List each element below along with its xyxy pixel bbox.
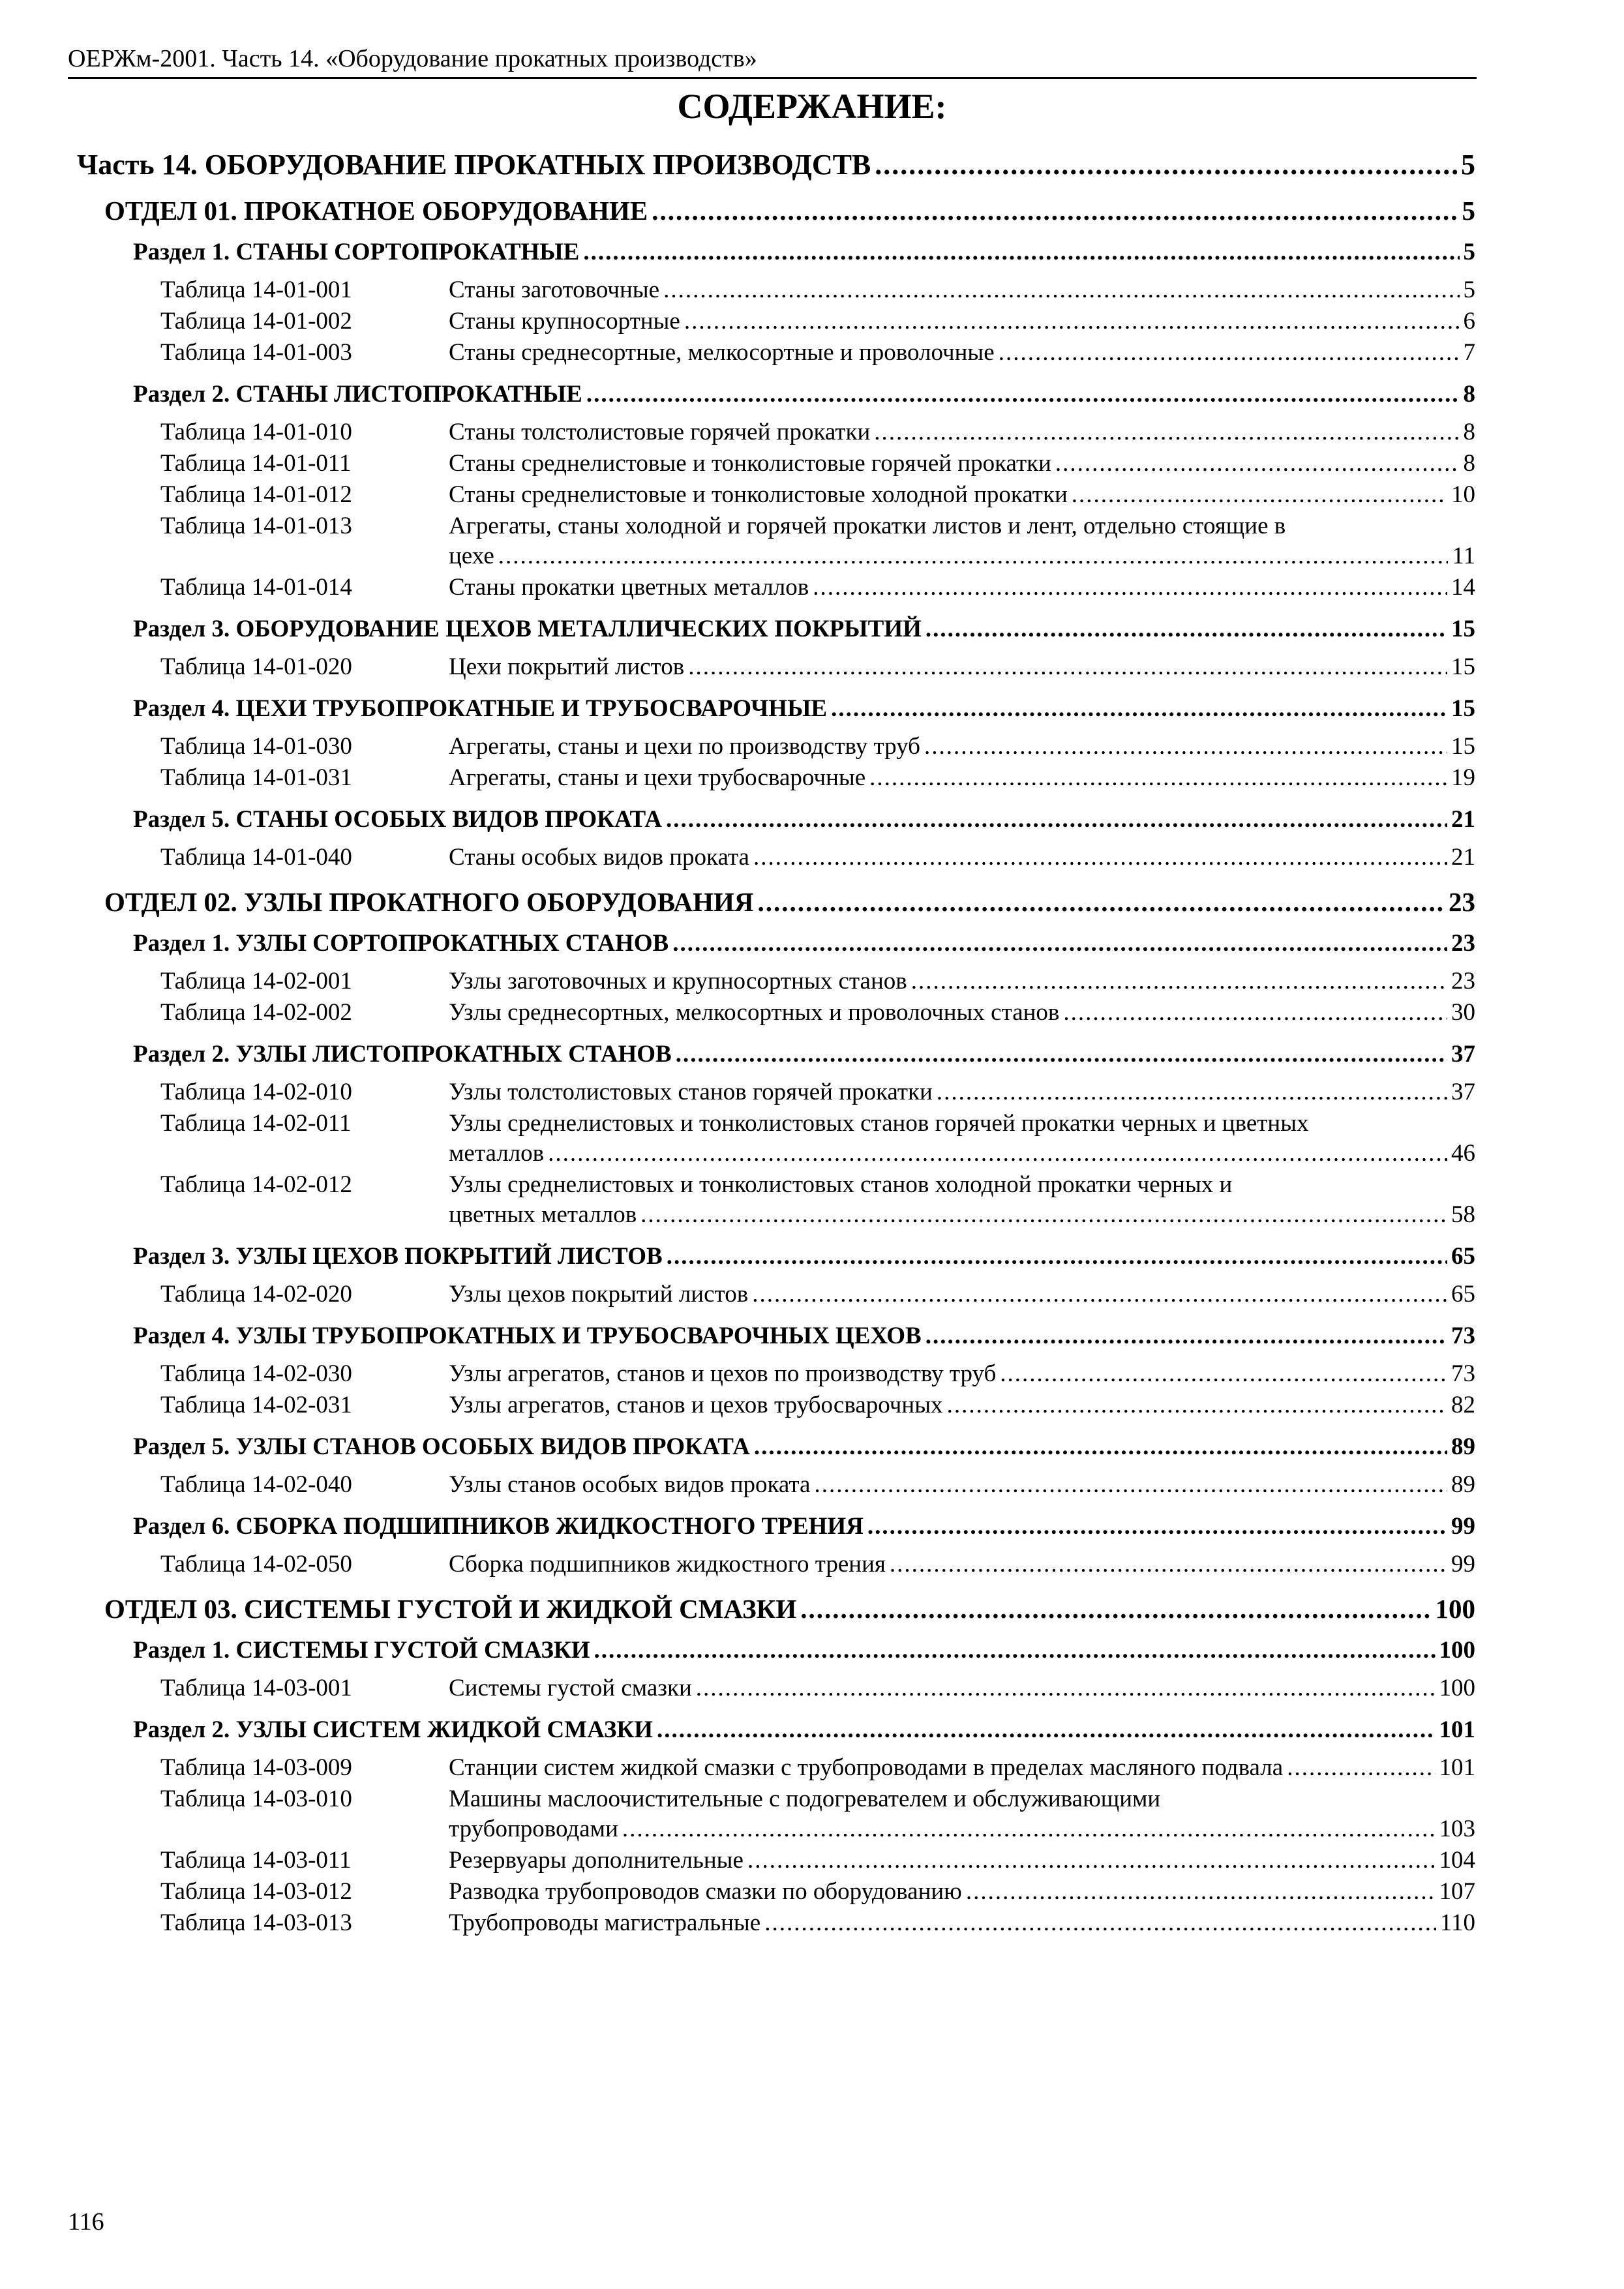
toc-entry-page: 6 bbox=[1463, 308, 1475, 335]
toc-entry-title: Раздел 4. УЗЛЫ ТРУБОПРОКАТНЫХ И ТРУБОСВАРОЧНЫХ ЦЕХОВ bbox=[133, 1323, 922, 1349]
dot-leader bbox=[752, 1279, 1447, 1309]
toc-entry-continuation[interactable] bbox=[449, 541, 1475, 571]
toc-entry-title: Раздел 3. ОБОРУДОВАНИЕ ЦЕХОВ МЕТАЛЛИЧЕСКИХ ПОКРЫТИЙ bbox=[133, 616, 922, 642]
dot-leader bbox=[696, 1673, 1436, 1703]
toc-entry-page: 100 bbox=[1439, 1675, 1475, 1701]
toc-entry-page: 103 bbox=[1439, 1816, 1475, 1842]
toc-entry-title: Узлы цехов покрытий листов bbox=[449, 1281, 749, 1308]
toc-entry-title: металлов bbox=[449, 1140, 545, 1167]
table-code: Таблица 14-02-040 bbox=[160, 1471, 352, 1498]
table-code: Таблица 14-01-002 bbox=[160, 308, 352, 335]
toc-entry-line[interactable] bbox=[449, 307, 1475, 337]
toc-razdel-entry[interactable] bbox=[133, 614, 1475, 644]
dot-leader bbox=[667, 1242, 1447, 1272]
toc-entry-page: 23 bbox=[1449, 887, 1475, 917]
table-code: Таблица 14-03-013 bbox=[160, 1909, 352, 1936]
running-header: ОЕРЖм-2001. Часть 14. «Оборудование прокатных производств» bbox=[68, 40, 1477, 79]
toc-entry-title: Станы среднелистовые и тонколистовые холодной прокатки bbox=[449, 481, 1068, 508]
table-code: Таблица 14-03-011 bbox=[160, 1847, 352, 1874]
toc-entry-page: 15 bbox=[1451, 733, 1475, 760]
toc-entry-line[interactable] bbox=[449, 1846, 1475, 1876]
toc-entry-title: Раздел 1. УЗЛЫ СОРТОПРОКАТНЫХ СТАНОВ bbox=[133, 930, 669, 957]
toc-entry-page: 99 bbox=[1451, 1513, 1475, 1540]
toc-entry-page: 101 bbox=[1439, 1754, 1475, 1781]
dot-leader bbox=[688, 652, 1447, 682]
table-code: Таблица 14-02-012 bbox=[160, 1171, 352, 1198]
dot-leader bbox=[498, 541, 1449, 571]
dot-leader bbox=[924, 732, 1447, 762]
toc-entry-page: 99 bbox=[1451, 1551, 1475, 1578]
dot-leader bbox=[925, 614, 1447, 644]
table-code: Таблица 14-02-050 bbox=[160, 1551, 352, 1578]
toc-entry-page: 23 bbox=[1451, 968, 1475, 995]
toc-entry-title: ОТДЕЛ 03. СИСТЕМЫ ГУСТОЙ И ЖИДКОЙ СМАЗКИ bbox=[104, 1594, 797, 1624]
toc-razdel-entry[interactable] bbox=[133, 1512, 1475, 1542]
toc-entry-page: 21 bbox=[1451, 806, 1475, 833]
toc-entry-title: Раздел 6. СБОРКА ПОДШИПНИКОВ ЖИДКОСТНОГО ТРЕНИЯ bbox=[133, 1513, 864, 1540]
toc-entry-title: Раздел 3. УЗЛЫ ЦЕХОВ ПОКРЫТИЙ ЛИСТОВ bbox=[133, 1243, 663, 1270]
toc-entry-page: 104 bbox=[1439, 1847, 1475, 1874]
toc-entry-title: Узлы среднелистовых и тонколистовых станов горячей прокатки черных и цветных bbox=[449, 1110, 1309, 1137]
table-code: Таблица 14-01-001 bbox=[160, 277, 352, 303]
dot-leader bbox=[890, 1549, 1447, 1579]
toc-entry-title: Станы среднелистовые и тонколистовые горячей прокатки bbox=[449, 450, 1051, 477]
toc-entry-title: Цехи покрытий листов bbox=[449, 653, 685, 680]
toc-entry-page: 8 bbox=[1463, 381, 1475, 408]
page-number: 116 bbox=[68, 2208, 104, 2236]
table-code: Таблица 14-03-001 bbox=[160, 1675, 352, 1701]
toc-entry-title: Узлы толстолистовых станов горячей прокатки bbox=[449, 1079, 933, 1105]
dot-leader bbox=[1287, 1753, 1435, 1783]
toc-entry-title: Разводка трубопроводов смазки по оборудованию bbox=[449, 1878, 962, 1905]
toc-entry-page: 5 bbox=[1463, 239, 1475, 265]
toc-entry-title: Резервуары дополнительные bbox=[449, 1847, 744, 1874]
toc-entry-page: 8 bbox=[1463, 450, 1475, 477]
table-code: Таблица 14-01-014 bbox=[160, 574, 352, 601]
toc-entry-page: 73 bbox=[1451, 1323, 1475, 1349]
toc-entry-line[interactable] bbox=[449, 966, 1475, 996]
toc-entry-page: 37 bbox=[1451, 1041, 1475, 1068]
table-code: Таблица 14-02-001 bbox=[160, 968, 352, 995]
toc-entry-title: ОТДЕЛ 02. УЗЛЫ ПРОКАТНОГО ОБОРУДОВАНИЯ bbox=[104, 887, 754, 917]
toc-entry-page: 5 bbox=[1462, 196, 1475, 226]
toc-entry-title: Станы среднесортные, мелкосортные и проволочные bbox=[449, 339, 995, 366]
toc-entry-page: 15 bbox=[1451, 695, 1475, 722]
toc-entry-line[interactable] bbox=[449, 449, 1475, 479]
toc-entry-title: Раздел 1. СИСТЕМЫ ГУСТОЙ СМАЗКИ bbox=[133, 1637, 590, 1664]
table-code: Таблица 14-01-012 bbox=[160, 481, 352, 508]
toc-razdel-entry[interactable] bbox=[133, 1321, 1475, 1351]
toc-entry-page: 14 bbox=[1451, 574, 1475, 601]
toc-entry-line[interactable] bbox=[449, 338, 1475, 368]
toc-entry-title: Раздел 2. УЗЛЫ ЛИСТОПРОКАТНЫХ СТАНОВ bbox=[133, 1041, 672, 1068]
toc-entry-page: 65 bbox=[1451, 1281, 1475, 1308]
table-code: Таблица 14-02-030 bbox=[160, 1360, 352, 1387]
toc-entry-title: Узлы агрегатов, станов и цехов трубосварочных bbox=[449, 1392, 943, 1418]
dot-leader bbox=[754, 1432, 1447, 1462]
toc-entry-line[interactable] bbox=[449, 573, 1475, 603]
dot-leader bbox=[874, 417, 1459, 447]
dot-leader bbox=[800, 1594, 1431, 1624]
toc-entry-line[interactable] bbox=[449, 998, 1475, 1028]
dot-leader bbox=[586, 380, 1460, 410]
toc-entry-title: Агрегаты, станы и цехи по производству труб bbox=[449, 733, 920, 760]
toc-otdel-entry[interactable] bbox=[104, 1594, 1475, 1624]
table-code: Таблица 14-01-030 bbox=[160, 733, 352, 760]
toc-entry-page: 8 bbox=[1463, 419, 1475, 445]
table-code: Таблица 14-01-031 bbox=[160, 764, 352, 791]
toc-entry-line[interactable] bbox=[449, 1908, 1475, 1938]
toc-entry-title: Агрегаты, станы холодной и горячей прокатки листов и лент, отдельно стоящие в bbox=[449, 513, 1286, 539]
dot-leader bbox=[1055, 449, 1460, 479]
toc-entry-title: Часть 14. ОБОРУДОВАНИЕ ПРОКАТНЫХ ПРОИЗВОДСТВ bbox=[77, 149, 871, 181]
toc-entry-continuation[interactable] bbox=[449, 1139, 1475, 1169]
dot-leader bbox=[753, 843, 1447, 873]
toc-entry-page: 89 bbox=[1451, 1471, 1475, 1498]
table-code: Таблица 14-01-013 bbox=[160, 513, 352, 539]
dot-leader bbox=[875, 150, 1457, 180]
dot-leader bbox=[663, 275, 1459, 305]
dot-leader bbox=[666, 805, 1447, 835]
toc-entry-title: Машины маслоочистительные с подогревателем и обслуживающими bbox=[449, 1786, 1161, 1812]
toc-entry-title: Узлы агрегатов, станов и цехов по производству труб bbox=[449, 1360, 997, 1387]
toc-entry-line[interactable] bbox=[449, 480, 1475, 510]
toc-entry-line[interactable] bbox=[449, 732, 1475, 762]
dot-leader bbox=[594, 1636, 1436, 1666]
dot-leader bbox=[814, 1470, 1447, 1500]
table-code: Таблица 14-02-020 bbox=[160, 1281, 352, 1308]
toc-entry-title: Станы особых видов проката bbox=[449, 844, 749, 871]
toc-entry-page: 58 bbox=[1451, 1201, 1475, 1228]
toc-entry-title: Раздел 2. УЗЛЫ СИСТЕМ ЖИДКОЙ СМАЗКИ bbox=[133, 1716, 654, 1743]
toc-entry-line[interactable] bbox=[449, 1673, 1475, 1703]
dot-leader bbox=[1000, 1359, 1447, 1389]
toc-entry-title: Узлы среднелистовых и тонколистовых станов холодной прокатки черных и bbox=[449, 1171, 1233, 1198]
toc-entry-title: цветных металлов bbox=[449, 1201, 637, 1228]
toc-entry-title: Системы густой смазки bbox=[449, 1675, 692, 1701]
toc-entry-page: 100 bbox=[1439, 1637, 1475, 1664]
toc-entry-page: 15 bbox=[1451, 616, 1475, 642]
toc-entry-title: Узлы станов особых видов проката bbox=[449, 1471, 811, 1498]
toc-entry-title: Раздел 5. СТАНЫ ОСОБЫХ ВИДОВ ПРОКАТА bbox=[133, 806, 663, 833]
toc-entry-title: Трубопроводы магистральные bbox=[449, 1909, 761, 1936]
table-code: Таблица 14-02-031 bbox=[160, 1392, 352, 1418]
table-code: Таблица 14-01-003 bbox=[160, 339, 352, 366]
toc-entry-line[interactable] bbox=[449, 1549, 1475, 1579]
dot-leader bbox=[813, 573, 1447, 603]
dot-leader bbox=[676, 1040, 1447, 1070]
toc-entry-page: 110 bbox=[1439, 1909, 1475, 1936]
dot-leader bbox=[548, 1139, 1447, 1169]
toc-razdel-entry[interactable] bbox=[133, 237, 1475, 267]
toc-entry-line[interactable] bbox=[449, 763, 1475, 793]
toc-entry-page: 65 bbox=[1451, 1243, 1475, 1270]
dot-leader bbox=[684, 307, 1460, 337]
table-code: Таблица 14-01-040 bbox=[160, 844, 352, 871]
dot-leader bbox=[999, 338, 1460, 368]
toc-entry-page: 30 bbox=[1451, 999, 1475, 1026]
toc-entry-title: Станции систем жидкой смазки с трубопроводами в пределах масляного подвала bbox=[449, 1754, 1284, 1781]
toc-entry-page: 21 bbox=[1451, 844, 1475, 871]
dot-leader bbox=[1063, 998, 1447, 1028]
table-code: Таблица 14-01-011 bbox=[160, 450, 352, 477]
table-code: Таблица 14-01-020 bbox=[160, 653, 352, 680]
toc-entry-page: 5 bbox=[1463, 277, 1475, 303]
toc-entry-line[interactable] bbox=[449, 843, 1475, 873]
toc-part-entry[interactable] bbox=[77, 150, 1475, 180]
dot-leader bbox=[672, 929, 1447, 959]
toc-razdel-entry[interactable] bbox=[133, 1432, 1475, 1462]
toc-otdel-entry[interactable] bbox=[104, 196, 1475, 226]
toc-entry-title: Раздел 5. УЗЛЫ СТАНОВ ОСОБЫХ ВИДОВ ПРОКАТА bbox=[133, 1433, 750, 1460]
dot-leader bbox=[640, 1200, 1447, 1230]
toc-entry-title: Станы прокатки цветных металлов bbox=[449, 574, 809, 601]
toc-entry-continuation[interactable] bbox=[449, 1814, 1475, 1844]
toc-entry-page: 82 bbox=[1451, 1392, 1475, 1418]
table-code: Таблица 14-03-012 bbox=[160, 1878, 352, 1905]
table-code: Таблица 14-02-010 bbox=[160, 1079, 352, 1105]
toc-entry-line[interactable] bbox=[449, 1877, 1475, 1907]
toc-entry-page: 37 bbox=[1451, 1079, 1475, 1105]
dot-leader bbox=[867, 1512, 1447, 1542]
toc-entry-line[interactable] bbox=[449, 1470, 1475, 1500]
toc-entry-line[interactable] bbox=[449, 417, 1475, 447]
table-code: Таблица 14-02-011 bbox=[160, 1110, 352, 1137]
toc-entry-page: 10 bbox=[1451, 481, 1475, 508]
toc-entry-title: Сборка подшипников жидкостного трения bbox=[449, 1551, 886, 1578]
toc-entry-page: 107 bbox=[1439, 1878, 1475, 1905]
toc-entry-title: Узлы среднесортных, мелкосортных и проволочных станов bbox=[449, 999, 1060, 1026]
toc-entry-page: 11 bbox=[1452, 543, 1475, 569]
toc-entry-page: 100 bbox=[1435, 1594, 1475, 1624]
dot-leader bbox=[747, 1846, 1436, 1876]
toc-entry-line[interactable] bbox=[449, 275, 1475, 305]
dot-leader bbox=[937, 1077, 1447, 1107]
toc-entry-page: 5 bbox=[1461, 149, 1475, 181]
dot-leader bbox=[1072, 480, 1447, 510]
toc-entry-title: Станы крупносортные bbox=[449, 308, 680, 335]
toc-otdel-entry[interactable] bbox=[104, 887, 1475, 917]
dot-leader bbox=[657, 1715, 1435, 1745]
toc-entry-page: 19 bbox=[1451, 764, 1475, 791]
toc-entry-title: Агрегаты, станы и цехи трубосварочные bbox=[449, 764, 866, 791]
toc-entry-title: трубопроводами bbox=[449, 1816, 618, 1842]
toc-entry-page: 46 bbox=[1451, 1140, 1475, 1167]
dot-leader bbox=[652, 196, 1458, 226]
table-code: Таблица 14-03-010 bbox=[160, 1786, 352, 1812]
toc-entry-line[interactable] bbox=[449, 1077, 1475, 1107]
dot-leader bbox=[622, 1814, 1436, 1844]
toc-razdel-entry[interactable] bbox=[133, 1715, 1475, 1745]
toc-razdel-entry[interactable] bbox=[133, 1040, 1475, 1070]
toc-razdel-entry[interactable] bbox=[133, 1242, 1475, 1272]
dot-leader bbox=[911, 966, 1447, 996]
toc-entry-page: 89 bbox=[1451, 1433, 1475, 1460]
toc-entry-title: Раздел 2. СТАНЫ ЛИСТОПРОКАТНЫЕ bbox=[133, 381, 582, 408]
table-code: Таблица 14-01-010 bbox=[160, 419, 352, 445]
toc-entry-page: 7 bbox=[1463, 339, 1475, 366]
dot-leader bbox=[966, 1877, 1436, 1907]
dot-leader bbox=[869, 763, 1447, 793]
page-title: СОДЕРЖАНИЕ: bbox=[677, 87, 947, 126]
table-code: Таблица 14-02-002 bbox=[160, 999, 352, 1026]
toc-entry-title: Станы толстолистовые горячей прокатки bbox=[449, 419, 871, 445]
toc-entry-continuation[interactable] bbox=[449, 1200, 1475, 1230]
dot-leader bbox=[925, 1321, 1447, 1351]
toc-entry-title: Станы заготовочные bbox=[449, 277, 660, 303]
dot-leader bbox=[947, 1390, 1447, 1420]
toc-razdel-entry[interactable] bbox=[133, 1636, 1475, 1666]
toc-entry-title: Узлы заготовочных и крупносортных станов bbox=[449, 968, 907, 995]
toc-entry-page: 101 bbox=[1439, 1716, 1475, 1743]
toc-razdel-entry[interactable] bbox=[133, 805, 1475, 835]
toc-razdel-entry[interactable] bbox=[133, 694, 1475, 724]
toc-entry-title: Раздел 1. СТАНЫ СОРТОПРОКАТНЫЕ bbox=[133, 239, 580, 265]
toc-entry-title: цехе bbox=[449, 543, 494, 569]
toc-entry-title: Раздел 4. ЦЕХИ ТРУБОПРОКАТНЫЕ И ТРУБОСВАРОЧНЫЕ bbox=[133, 695, 828, 722]
toc-entry-line[interactable] bbox=[449, 652, 1475, 682]
toc-razdel-entry[interactable] bbox=[133, 929, 1475, 959]
toc-entry-page: 15 bbox=[1451, 653, 1475, 680]
dot-leader bbox=[831, 694, 1447, 724]
dot-leader bbox=[583, 237, 1459, 267]
toc-entry-line[interactable] bbox=[449, 1753, 1475, 1783]
dot-leader bbox=[764, 1908, 1436, 1938]
toc-entry-page: 73 bbox=[1451, 1360, 1475, 1387]
toc-entry-title: ОТДЕЛ 01. ПРОКАТНОЕ ОБОРУДОВАНИЕ bbox=[104, 196, 648, 226]
toc-entry-line[interactable] bbox=[449, 1359, 1475, 1389]
table-code: Таблица 14-03-009 bbox=[160, 1754, 352, 1781]
toc-entry-line[interactable] bbox=[449, 1390, 1475, 1420]
toc-razdel-entry[interactable] bbox=[133, 380, 1475, 410]
toc-entry-line[interactable] bbox=[449, 1279, 1475, 1309]
toc-entry-page: 23 bbox=[1451, 930, 1475, 957]
dot-leader bbox=[758, 887, 1445, 917]
